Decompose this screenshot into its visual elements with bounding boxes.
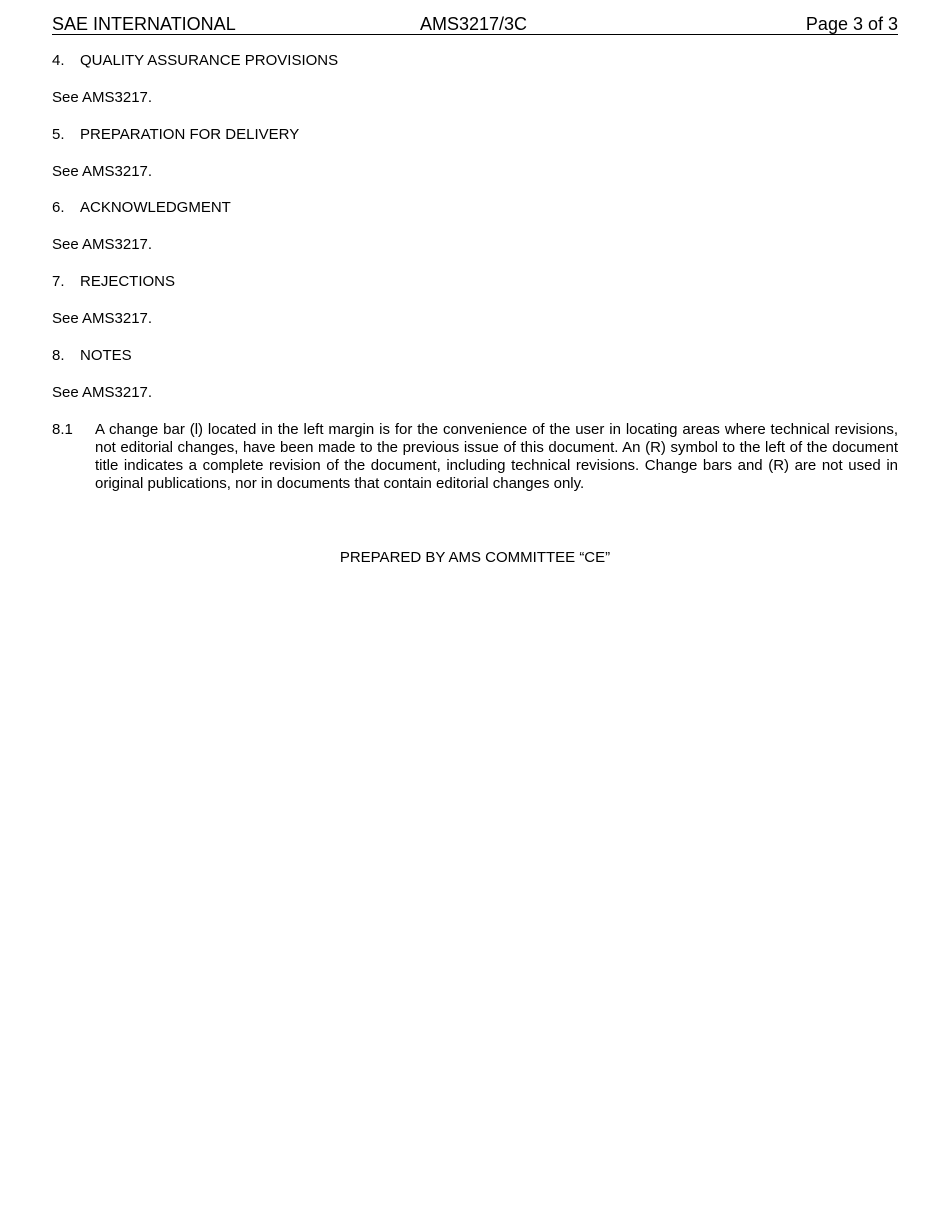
section-number: 5.	[52, 126, 65, 143]
prepared-by: PREPARED BY AMS COMMITTEE “CE”	[339, 549, 611, 566]
section-body-4: See AMS3217.	[52, 89, 153, 106]
page-number: Page 3 of 3	[805, 14, 898, 34]
section-heading-4	[52, 52, 898, 70]
section-title: NOTES	[80, 347, 132, 364]
organization-name: SAE INTERNATIONAL	[52, 14, 236, 34]
section-number: 6.	[52, 199, 65, 216]
note-text: A change bar (l) located in the left margin is for the convenience of the user in locating areas where technical revisions, not editorial changes, have been made to the previous issue of this document. An (R) symbol to the left of the document title indicates a complete revision of the document, including technical revisions. Change bars and (R) are not used in original publications, nor in documents that contain editorial changes only.	[95, 421, 898, 492]
section-body-7: See AMS3217.	[52, 310, 153, 327]
section-title: ACKNOWLEDGMENT	[80, 199, 231, 216]
section-title: QUALITY ASSURANCE PROVISIONS	[80, 52, 339, 69]
section-body-6: See AMS3217.	[52, 236, 153, 253]
section-heading-8	[52, 347, 898, 365]
section-heading-6	[52, 199, 898, 217]
section-body-5: See AMS3217.	[52, 163, 153, 180]
section-number: 7.	[52, 273, 65, 290]
page-header	[52, 12, 898, 35]
section-number: 8.	[52, 347, 65, 364]
document-number: AMS3217/3C	[420, 14, 528, 34]
section-heading-5	[52, 126, 898, 144]
section-body-8: See AMS3217.	[52, 384, 153, 401]
section-title: REJECTIONS	[80, 273, 176, 290]
section-heading-7	[52, 273, 898, 291]
note-number: 8.1	[52, 421, 73, 438]
section-title: PREPARATION FOR DELIVERY	[80, 126, 300, 143]
note-paragraph	[52, 421, 898, 493]
section-number: 4.	[52, 52, 65, 69]
